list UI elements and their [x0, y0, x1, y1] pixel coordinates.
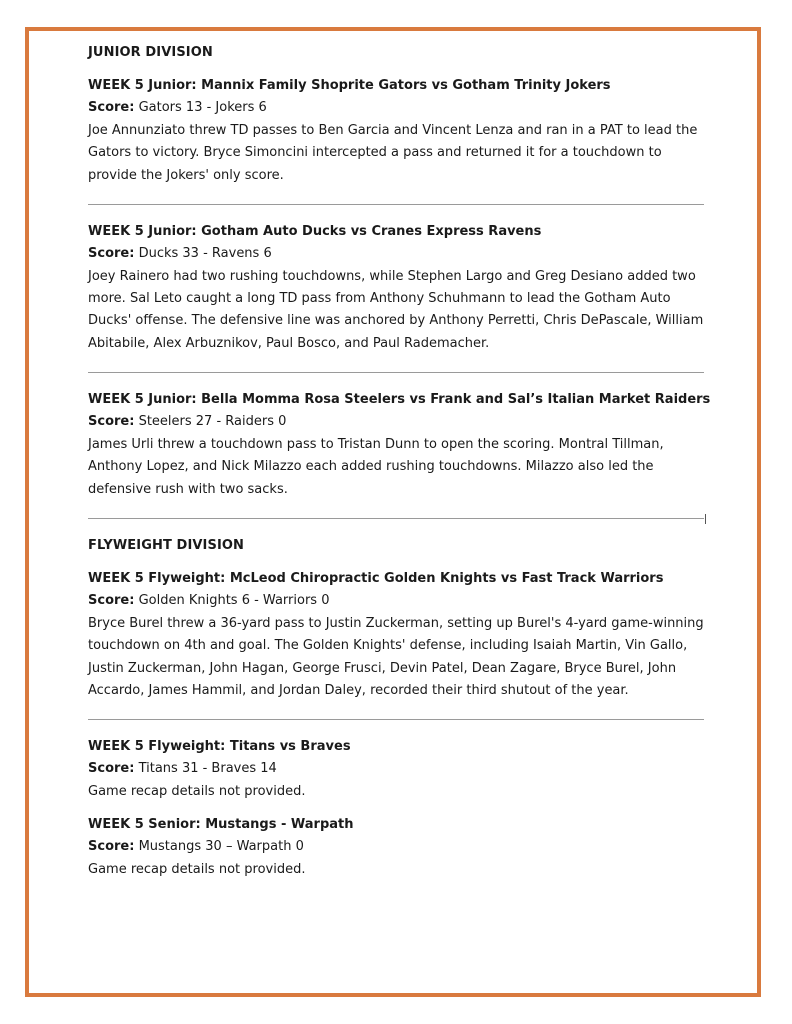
score-label: Score:: [88, 414, 135, 430]
score-value: Steelers 27 - Raiders 0: [138, 414, 287, 430]
game-entry: [88, 815, 704, 881]
game-recap: Game recap details not provided.: [88, 862, 306, 878]
game-entry: [88, 569, 704, 702]
game-title: WEEK 5 Senior: Mustangs - Warpath: [88, 817, 354, 833]
score-value: Gators 13 - Jokers 6: [138, 100, 267, 115]
game-recap: Joey Rainero had two rushing touchdowns, while Stephen Largo and Greg Desiano added two more. Sal Leto caught a long TD pass from Anthony Schuhmann to lead the Gotham Auto Ducks' offense. The defensive line was anchored by Anthony Perretti, Chris DePascale, William Abitabile, Alex Arbuznikov, Paul Bosco, and Paul Rademacher.: [88, 268, 704, 351]
game-recap: Bryce Burel threw a 36-yard pass to Justin Zuckerman, setting up Burel's 4-yard game-winning touchdown on 4th and goal. The Golden Knights' defense, including Isaiah Martin, Vin Gallo, Justin Zuckerman, John Hagan, George Frusci, Devin Patel, Dean Zagare, Bryce Burel, John Accardo, James Hammil, and Jordan Daley, recorded their third shutout of the year.: [88, 615, 704, 698]
game-score: [88, 591, 704, 611]
game-entry: [88, 222, 704, 355]
score-value: Mustangs 30 – Warpath 0: [138, 839, 304, 855]
divider: [88, 204, 704, 205]
score-value: Titans 31 - Braves 14: [138, 761, 277, 777]
game-recap: Game recap details not provided.: [88, 784, 306, 800]
divider: [88, 372, 704, 373]
score-label: Score:: [88, 245, 135, 261]
score-label: Score:: [88, 100, 135, 115]
game-title: WEEK 5 Junior: Mannix Family Shoprite Gators vs Gotham Trinity Jokers: [88, 78, 611, 93]
game-score: [88, 837, 704, 857]
game-recap: James Urli threw a touchdown pass to Tristan Dunn to open the scoring. Montral Tillman, Anthony Lopez, and Nick Milazzo each added rushing touchdowns. Milazzo also led the defensive rush with two sacks.: [88, 437, 664, 497]
game-title: WEEK 5 Junior: Gotham Auto Ducks vs Cranes Express Ravens: [88, 223, 542, 239]
game-score: [88, 412, 704, 432]
game-entry: [88, 76, 704, 187]
game-recap: Joe Annunziato threw TD passes to Ben Garcia and Vincent Lenza and ran in a PAT to lead the Gators to victory. Bryce Simoncini intercepted a pass and returned it for a touchdown to provide the Jokers' only score.: [88, 123, 698, 183]
game-score: [88, 244, 704, 264]
score-label: Score:: [88, 839, 135, 855]
game-title: WEEK 5 Flyweight: Titans vs Braves: [88, 739, 351, 755]
game-entry: [88, 390, 711, 501]
game-title: WEEK 5 Junior: Bella Momma Rosa Steelers vs Frank and Sal’s Italian Market Raiders: [88, 392, 711, 408]
page-content: [88, 43, 711, 882]
game-entry: [88, 737, 704, 803]
score-value: Ducks 33 - Ravens 6: [138, 245, 272, 261]
section-divider: [88, 518, 704, 519]
flyweight-division-heading: FLYWEIGHT DIVISION: [88, 537, 245, 553]
score-label: Score:: [88, 761, 135, 777]
game-score: [88, 98, 704, 118]
divider: [88, 719, 704, 720]
score-label: Score:: [88, 592, 135, 608]
junior-division-heading: JUNIOR DIVISION: [88, 45, 213, 60]
game-title: WEEK 5 Flyweight: McLeod Chiropractic Golden Knights vs Fast Track Warriors: [88, 570, 664, 586]
game-score: [88, 759, 704, 779]
score-value: Golden Knights 6 - Warriors 0: [138, 592, 330, 608]
